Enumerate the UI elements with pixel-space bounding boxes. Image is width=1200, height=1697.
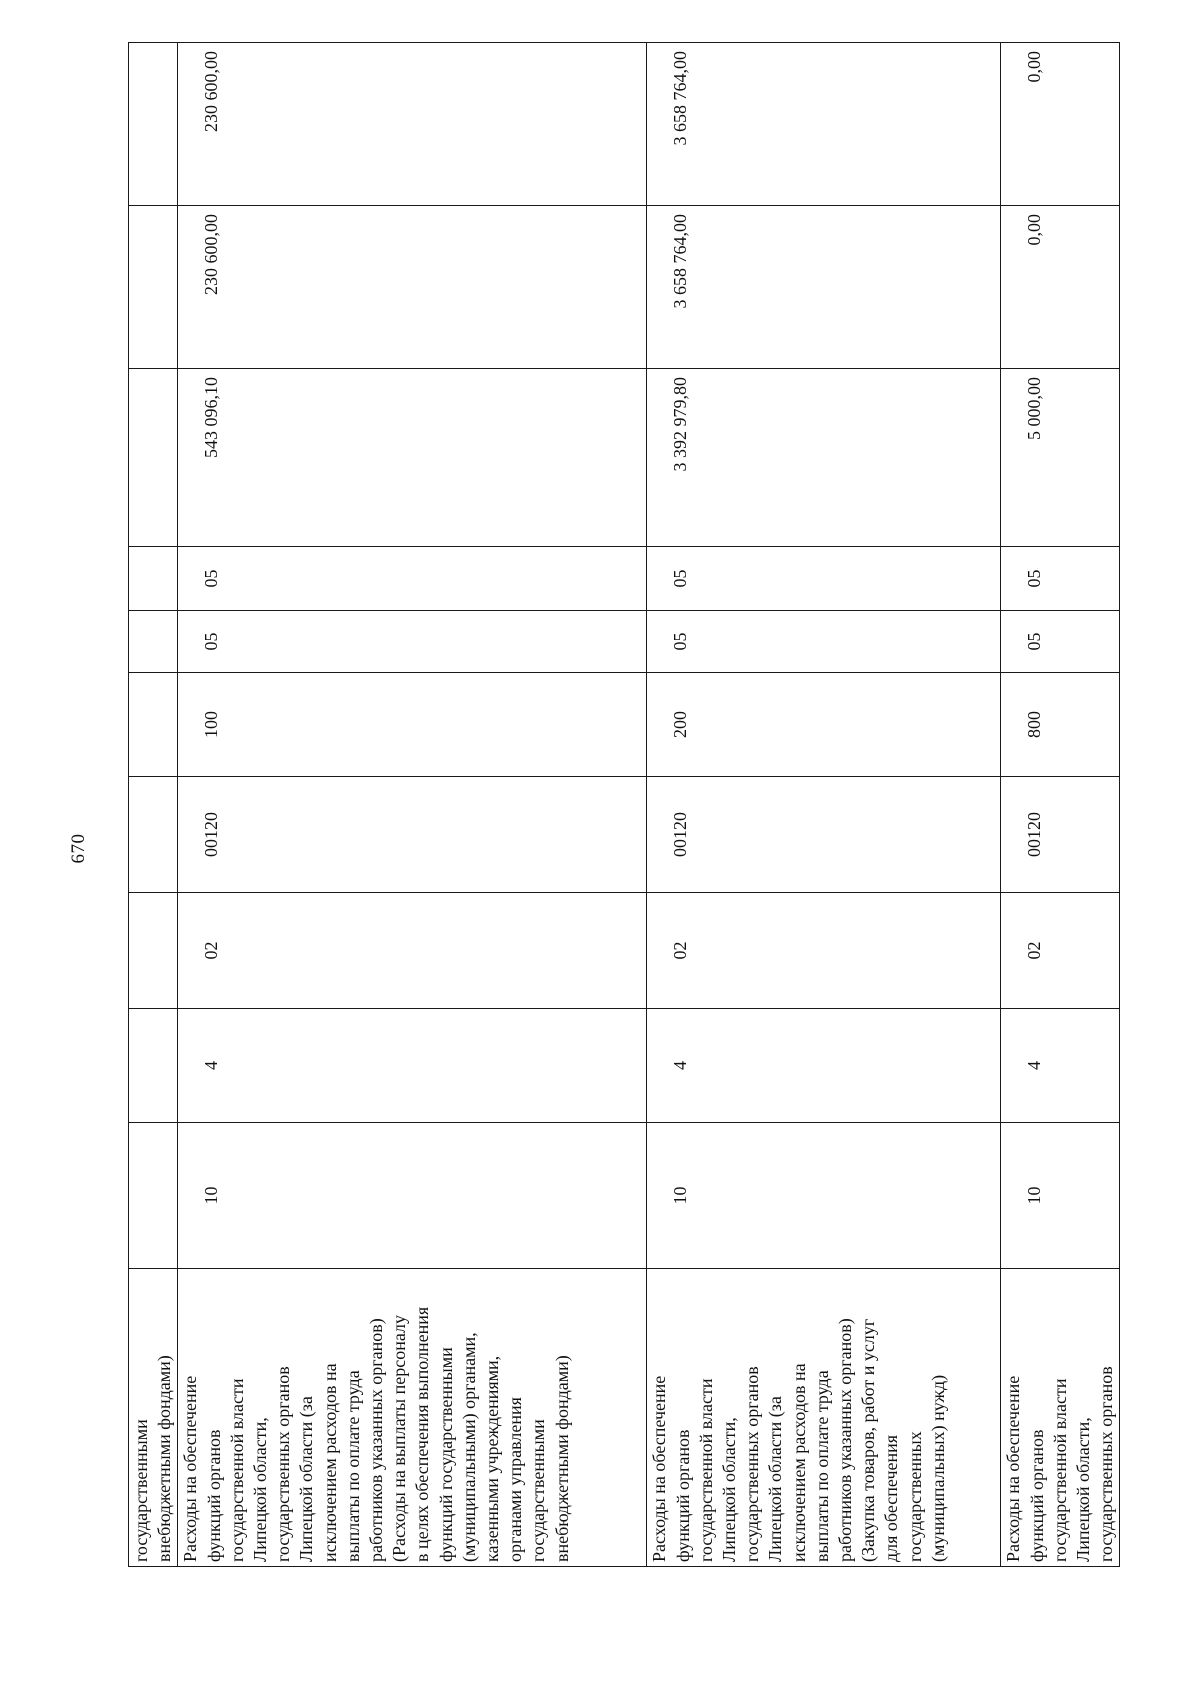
page-number: 670 xyxy=(68,833,89,864)
row-description: государственными внебюджетными фондами) xyxy=(129,1269,178,1567)
cell-amount-1: 543 096,10 xyxy=(178,369,647,547)
row-description: Расходы на обеспечение функций органов государственной власти Липецкой области, государственных органов Липецкой области (за исключением расходов на выплаты по оплате труда работников указанных органов) (Закупка товаров, работ и услуг для обеспечения государственных (муниципальных) нужд) xyxy=(647,1269,1001,1567)
cell-code: 02 xyxy=(1001,893,1120,1009)
cell-subsection: 4 xyxy=(647,1009,1001,1123)
cell-section: 10 xyxy=(178,1123,647,1269)
cell-subsection xyxy=(129,1009,178,1123)
cell-subsection: 4 xyxy=(1001,1009,1120,1123)
cell-code-a: 05 xyxy=(1001,611,1120,673)
cell-target: 00120 xyxy=(647,777,1001,893)
cell-code-b: 05 xyxy=(647,547,1001,611)
row-description: Расходы на обеспечение функций органов государственной власти Липецкой области, государственных органов xyxy=(1001,1269,1120,1567)
cell-amount-3 xyxy=(129,43,178,206)
budget-table xyxy=(128,42,1120,1567)
cell-amount-3: 0,00 xyxy=(1001,43,1120,206)
cell-code xyxy=(129,893,178,1009)
cell-amount-2: 230 600,00 xyxy=(178,206,647,369)
cell-expense-type: 100 xyxy=(178,673,647,777)
row-description: Расходы на обеспечение функций органов государственной власти Липецкой области, государственных органов Липецкой области (за исключением расходов на выплаты по оплате труда работников указанных органов) (Расходы на выплаты персоналу в целях обеспечения выполнения функций государственными (муниципальными) органами, казенными учреждениями, органами управления государственными внебюджетными фондами) xyxy=(178,1269,647,1567)
cell-target: 00120 xyxy=(178,777,647,893)
cell-expense-type xyxy=(129,673,178,777)
cell-amount-3: 3 658 764,00 xyxy=(647,43,1001,206)
cell-section xyxy=(129,1123,178,1269)
cell-code: 02 xyxy=(178,893,647,1009)
cell-code-a: 05 xyxy=(178,611,647,673)
cell-target xyxy=(129,777,178,893)
table-row xyxy=(1001,43,1120,1567)
cell-section: 10 xyxy=(1001,1123,1120,1269)
cell-amount-1 xyxy=(129,369,178,547)
cell-code-a: 05 xyxy=(647,611,1001,673)
cell-code-b: 05 xyxy=(178,547,647,611)
table-row xyxy=(129,43,178,1567)
cell-code-a xyxy=(129,611,178,673)
table-row xyxy=(647,43,1001,1567)
cell-amount-1: 3 392 979,80 xyxy=(647,369,1001,547)
table-row xyxy=(178,43,647,1567)
cell-code-b xyxy=(129,547,178,611)
cell-section: 10 xyxy=(647,1123,1001,1269)
cell-target: 00120 xyxy=(1001,777,1120,893)
cell-amount-2: 0,00 xyxy=(1001,206,1120,369)
cell-code-b: 05 xyxy=(1001,547,1120,611)
cell-code: 02 xyxy=(647,893,1001,1009)
cell-expense-type: 800 xyxy=(1001,673,1120,777)
cell-amount-1: 5 000,00 xyxy=(1001,369,1120,547)
cell-amount-2 xyxy=(129,206,178,369)
cell-amount-3: 230 600,00 xyxy=(178,43,647,206)
cell-amount-2: 3 658 764,00 xyxy=(647,206,1001,369)
cell-expense-type: 200 xyxy=(647,673,1001,777)
cell-subsection: 4 xyxy=(178,1009,647,1123)
